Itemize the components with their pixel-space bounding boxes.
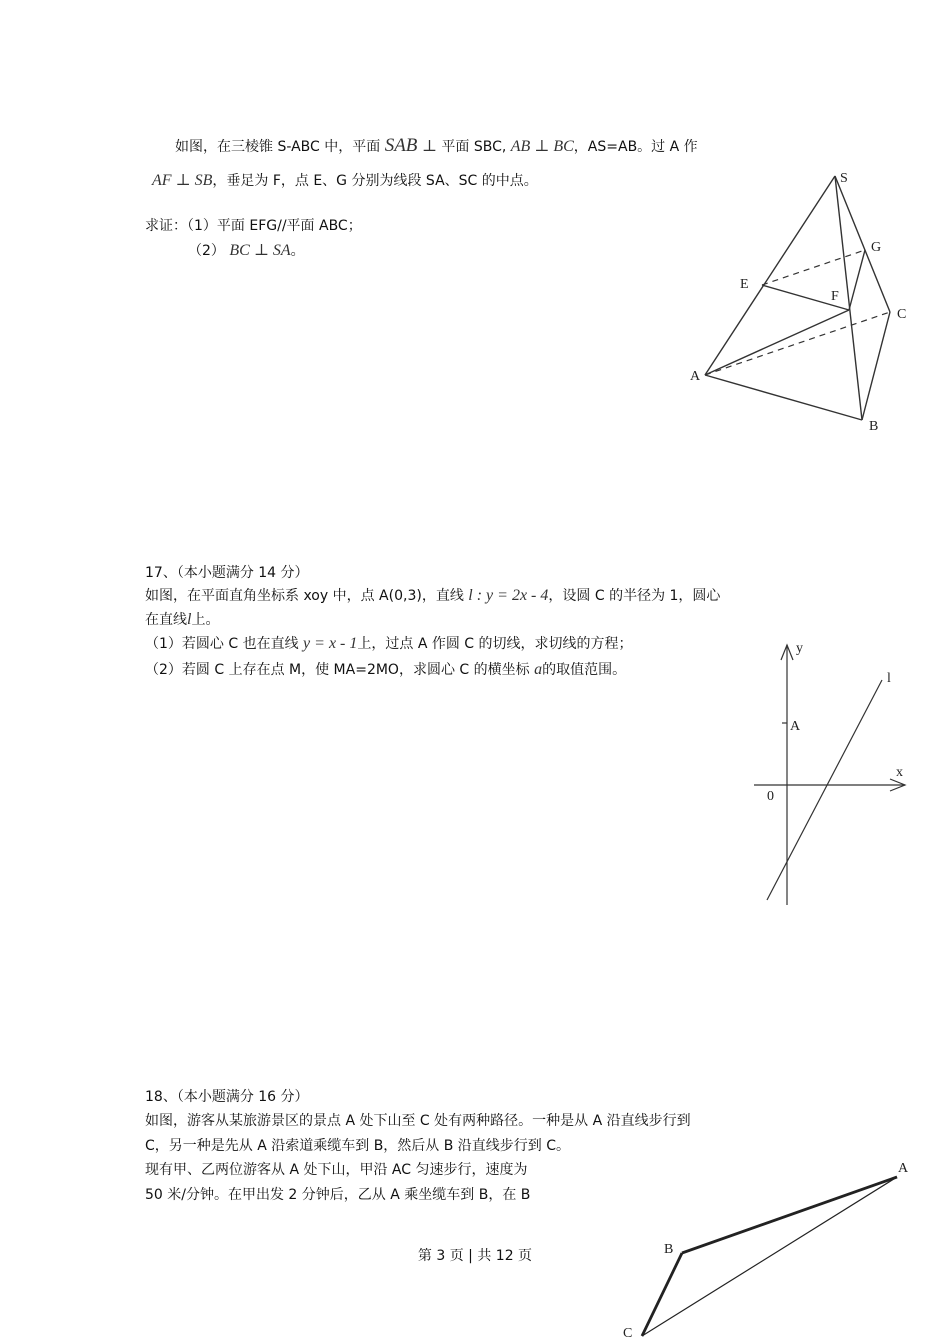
line-l	[767, 680, 882, 900]
label-S: S	[840, 171, 848, 186]
q17-text: （1）若圆心 C 也在直线	[145, 636, 299, 652]
q17-text: 上，过点 A 作圆 C 的切线，求切线的方程；	[357, 636, 633, 652]
q16-math: BC ⊥ SA	[229, 242, 291, 259]
q17-text: （2）若圆 C 上存在点 M，使 MA=2MO，求圆心 C 的横坐标	[145, 662, 530, 678]
q16-math: AB ⊥ BC	[510, 138, 574, 155]
q17-math: a	[534, 661, 543, 678]
q17-math: l : y = 2x - 4	[468, 587, 549, 604]
label-l: l	[887, 671, 891, 686]
coordinate-figure	[745, 635, 920, 910]
label-E: E	[740, 277, 749, 292]
q18-line-2: C，另一种是先从 A 沿索道乘缆车到 B，然后从 B 沿直线步行到 C。	[145, 1138, 571, 1154]
q16-math: ⊥	[421, 138, 437, 155]
page-footer: 第 3 页 | 共 12 页	[417, 1248, 533, 1264]
q17-line-4	[145, 660, 626, 680]
pyramid-figure	[680, 160, 920, 440]
q16-text: ，AS=AB。过 A 作	[573, 139, 698, 155]
q16-math: AF ⊥ SB	[152, 172, 213, 189]
label-C: C	[623, 1326, 633, 1341]
label-F: F	[831, 289, 839, 304]
segment-AB	[682, 1177, 897, 1253]
q17-line-3	[145, 634, 633, 654]
q16-text: 平面 SBC,	[441, 139, 507, 155]
q17-text: 在直线	[145, 612, 187, 628]
q16-text: 。	[290, 243, 305, 259]
q17-text: ，设圆 C 的半径为 1，圆心	[548, 588, 721, 604]
label-B: B	[869, 419, 879, 434]
label-x: x	[896, 765, 903, 780]
edge-SB	[835, 176, 862, 420]
edge-SC	[835, 176, 890, 312]
q17-text: 上。	[191, 612, 220, 628]
q16-text: 如图，在三棱锥 S-ABC 中，平面	[175, 139, 381, 155]
q16-text: （2）	[188, 243, 225, 259]
q17-heading: 17、（本小题满分 14 分）	[145, 565, 309, 581]
edge-EG-dashed	[762, 250, 865, 285]
edge-AC-dashed	[705, 312, 890, 375]
label-B: B	[664, 1242, 674, 1257]
q18-line-4: 50 米/分钟。在甲出发 2 分钟后，乙从 A 乘坐缆车到 B，在 B	[145, 1187, 531, 1203]
edge-BC	[862, 312, 890, 420]
q18-line-3: 现有甲、乙两位游客从 A 处下山，甲沿 AC 匀速步行，速度为	[145, 1162, 528, 1178]
q18-line-1: 如图，游客从某旅游景区的景点 A 处下山至 C 处有两种路径。一种是从 A 沿直线步行到	[145, 1113, 691, 1129]
edge-FG	[849, 250, 865, 310]
label-G: G	[871, 240, 882, 255]
q16-math: SAB	[384, 135, 418, 156]
label-A: A	[790, 719, 801, 734]
q17-text: 的取值范围。	[542, 662, 627, 678]
edge-AB	[705, 375, 862, 420]
q17-math: y = x - 1	[303, 635, 358, 652]
q17-math: l	[187, 611, 192, 628]
q16-text: ，垂足为 F，点 E、G 分别为线段 SA、SC 的中点。	[212, 173, 538, 189]
q18-heading: 18、（本小题满分 16 分）	[145, 1089, 309, 1105]
q17-text: 如图，在平面直角坐标系 xoy 中，点 A(0,3)，直线	[145, 588, 464, 604]
q16-line-1	[175, 136, 698, 157]
q16-line-2	[152, 171, 538, 191]
label-A: A	[690, 369, 701, 384]
label-A: A	[898, 1161, 909, 1176]
q16-line-4	[188, 241, 305, 261]
label-C: C	[897, 307, 907, 322]
label-origin: 0	[767, 789, 774, 804]
label-y: y	[796, 641, 803, 656]
q16-line-3: 求证：（1）平面 EFG//平面 ABC；	[145, 218, 362, 234]
q17-line-2	[145, 610, 219, 630]
q17-line-1	[145, 586, 720, 606]
